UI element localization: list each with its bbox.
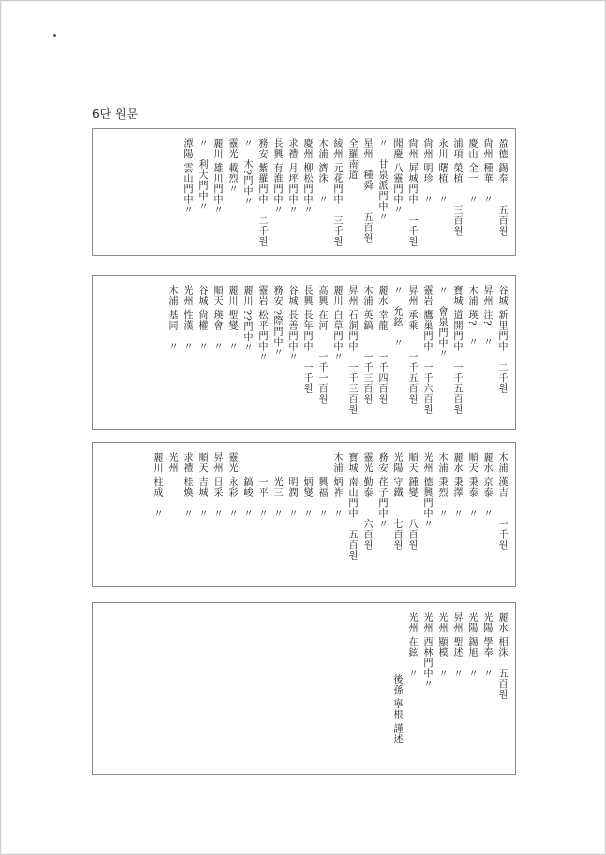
donor-entry: 靈光 永彩 〃	[226, 452, 237, 519]
donor-entry: 務安 紫羅門中 二千원	[256, 138, 267, 247]
donor-entry: 尙州 明珍 〃	[421, 138, 432, 205]
donor-entry: 木浦 英鎬 一千三百원	[361, 285, 372, 405]
donor-entry: 全羅南道	[346, 138, 357, 180]
donor-panel-3	[92, 442, 516, 587]
donor-entry: 谷城 新里門中 二千원	[496, 285, 507, 394]
author-signature: 後孫 寧根 謹述	[391, 674, 402, 745]
donor-entry: 靈光 載烈〃	[226, 138, 237, 195]
donor-entry: 聞慶 八靈門中〃	[391, 138, 402, 216]
donor-entry: 昇州 日采 〃	[211, 452, 222, 519]
donor-entry: 高興 在河 一千一百원	[316, 285, 327, 405]
donor-entry: 光州 在鉉 〃	[406, 612, 417, 679]
donor-entry: 木浦 濟洙 〃	[316, 138, 327, 205]
donor-entry: 寶城 道開門中 一千五百원	[451, 285, 462, 415]
donor-entry: 谷城 尙權 〃	[196, 285, 207, 352]
donor-entry: 永川 曙植 〃	[436, 138, 447, 205]
donor-panel-1	[92, 128, 516, 256]
donor-entry: 務安 ?際門中〃	[271, 285, 282, 358]
donor-entry: 光陽 學奉 〃	[481, 612, 492, 679]
donor-entry: 昇州 注? 〃	[481, 285, 492, 348]
donor-entry: 木浦 基同 〃	[166, 285, 177, 352]
donor-entry: 明潤 〃	[286, 452, 297, 519]
donor-entry: 寶城 南山門中 五百원	[346, 452, 357, 561]
donor-entry: 〃 利大門中〃	[196, 138, 207, 212]
donor-entry: 木浦 秉烈 〃	[436, 452, 447, 519]
donor-entry: 木浦 炳祚 〃	[331, 452, 342, 519]
donor-entry: 順天 鍾燮 八百원	[406, 452, 417, 551]
donor-entry: 谷城 長善門中〃	[286, 285, 297, 363]
donor-entry: 木浦 瑛? 〃	[466, 285, 477, 348]
page-heading: 6단 원문	[92, 107, 139, 121]
donor-columns	[179, 138, 509, 249]
donor-entry: 麗水 相洙 五百원	[496, 612, 507, 700]
donor-entry: 潭陽 雲山門中〃	[181, 138, 192, 216]
donor-entry: 木浦 漢吉 一千원	[496, 452, 507, 551]
donor-entry: 綾州 元花門中 三千원	[331, 138, 342, 247]
donor-entry: 長興 長年門中 一千원	[301, 285, 312, 394]
donor-entry: 昇州 石洞門中 一千三百원	[346, 285, 357, 415]
donor-entry: 〃 會泉門中〃	[436, 285, 447, 359]
donor-entry: 昇州 聖述 〃	[451, 612, 462, 679]
donor-entry: 〃 木?門中〃	[241, 138, 252, 207]
donor-entry: 浦項 榮植 三百원	[451, 138, 462, 237]
donor-entry: 〃 甘泉派門中〃	[376, 138, 387, 222]
donor-entry: 慶山 全一 〃	[466, 138, 477, 205]
donor-entry: 光州	[166, 452, 177, 473]
donor-entry: 麗川 雄川門中〃	[211, 138, 222, 216]
donor-entry: 麗水 秉澤 〃	[451, 452, 462, 519]
donor-entry: 靈岩 松平門中〃	[256, 285, 267, 363]
donor-entry: 星州 種舜 五百원	[361, 138, 372, 243]
donor-entry: 尙州 種華 〃	[481, 138, 492, 205]
donor-entry: 昇州 承乘 一千五百원	[406, 285, 417, 405]
donor-entry: 順天 秉泰 〃	[466, 452, 477, 519]
page-mark	[53, 34, 56, 37]
donor-entry: 麗川 ??門中〃	[241, 285, 252, 353]
donor-entry: 〃 允鉉 〃	[391, 285, 402, 348]
donor-entry: 順天 吉城 〃	[196, 452, 207, 519]
donor-entry: 麗川 聖燮 〃	[226, 285, 237, 352]
donor-entry: 光州 西林門中〃	[421, 612, 432, 690]
donor-entry: 靈岩 鷹巢門中 一千六百원	[421, 285, 432, 415]
donor-panel-2	[92, 275, 516, 430]
donor-entry: 光陽 錫旭 〃	[466, 612, 477, 679]
donor-entry: 麗川 柱成 〃	[151, 452, 162, 519]
donor-entry: 務安 荏子門中〃	[376, 452, 387, 530]
donor-entry: 順天 瑛會 〃	[211, 285, 222, 352]
donor-entry: 光陽 守鐵 七百원	[391, 452, 402, 551]
donor-entry: 慶州 柳松門中〃	[301, 138, 312, 216]
donor-entry: 光州 德興門中〃	[421, 452, 432, 530]
donor-columns	[389, 612, 509, 768]
donor-columns	[149, 452, 509, 580]
donor-entry: 炳燮 〃	[301, 452, 312, 519]
donor-entry: 麗川 白草門中〃	[331, 285, 342, 363]
donor-entry: 求禮 桂煥 〃	[181, 452, 192, 519]
donor-entry: 麗水 京泰 〃	[481, 452, 492, 519]
donor-entry: 尙州 屛城門中 一千원	[406, 138, 417, 247]
donor-entry: 光州 性漢 〃	[181, 285, 192, 352]
donor-entry: 長興 有淮門中〃	[271, 138, 282, 216]
donor-entry: 求禮 月坪門中〃	[286, 138, 297, 216]
donor-columns	[164, 285, 509, 423]
donor-entry: 盈德 錫奉 五百원	[496, 138, 507, 237]
donor-entry: 麗水 幸龍 一千四百원	[376, 285, 387, 405]
donor-entry: 興福 〃	[316, 452, 327, 519]
donor-panel-4	[92, 602, 516, 775]
donor-entry: 鎬峻 〃	[241, 452, 252, 519]
donor-entry: 光三 〃	[271, 452, 282, 519]
donor-entry: 靈光 勤泰 六百원	[361, 452, 372, 551]
donor-entry: 一平 〃	[256, 452, 267, 519]
donor-entry: 光州 顯模 〃	[436, 612, 447, 679]
